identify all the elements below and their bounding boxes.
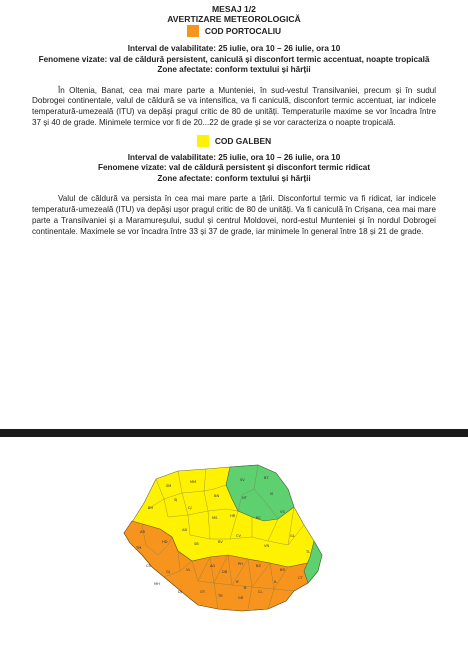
yellow-code-label: COD GALBEN bbox=[214, 135, 272, 146]
svg-text:BN: BN bbox=[214, 494, 220, 498]
svg-text:PH: PH bbox=[238, 562, 243, 566]
svg-text:HR: HR bbox=[230, 514, 236, 518]
yellow-text: Valul de căldură va persista în cea mai mare parte a țării. Disconfortul termic va fi ridicat, iar indicele temperatură-umezeală (ITU) va depăși ușor pragul critic de 80 de unități. Va fi caniculă în Crișana, cea mai mare parte a Transilvaniei și a Maramureșului, sudul și centrul Moldovei, nord-estul Munteniei și în nordul Dobrogei continentale. Maximele se vor încadra între 33 și 37 de grade, iar minimele în general între 18 și 21 de grade. bbox=[32, 194, 436, 236]
orange-swatch bbox=[187, 25, 199, 37]
svg-text:HD: HD bbox=[162, 540, 168, 544]
yellow-zones: Zone afectate: conform textului și hărții bbox=[157, 173, 311, 183]
romania-warning-map bbox=[118, 459, 330, 627]
svg-text:AG: AG bbox=[210, 564, 216, 568]
orange-zones: Zone afectate: conform textului și hărții bbox=[157, 65, 311, 74]
svg-text:GL: GL bbox=[290, 534, 295, 538]
svg-text:BT: BT bbox=[264, 476, 269, 480]
svg-text:MH: MH bbox=[154, 582, 160, 586]
svg-text:BH: BH bbox=[148, 506, 154, 510]
yellow-swatch bbox=[197, 135, 209, 147]
svg-text:VS: VS bbox=[280, 510, 285, 514]
document-title: AVERTIZARE METEOROLOGICĂ bbox=[167, 14, 301, 24]
svg-text:DB: DB bbox=[222, 570, 228, 574]
svg-text:SV: SV bbox=[240, 478, 245, 482]
svg-text:BZ: BZ bbox=[256, 564, 261, 568]
svg-text:OT: OT bbox=[200, 590, 206, 594]
svg-text:AB: AB bbox=[182, 528, 187, 532]
orange-code-heading bbox=[0, 25, 468, 37]
page-divider bbox=[0, 429, 468, 437]
svg-text:VN: VN bbox=[264, 544, 270, 548]
yellow-phenomena: Fenomene vizate: val de căldură persistent și disconfort termic ridicat bbox=[97, 163, 371, 173]
svg-text:GR: GR bbox=[238, 596, 244, 600]
svg-text:CL: CL bbox=[258, 590, 263, 594]
svg-text:CV: CV bbox=[236, 534, 241, 538]
svg-text:TR: TR bbox=[218, 594, 223, 598]
svg-text:GJ: GJ bbox=[166, 570, 170, 574]
yellow-validity: Interval de valabilitate: 25 iulie, ora 10 – 26 iulie, ora 10 bbox=[127, 152, 341, 162]
message-number: MESAJ 1/2 bbox=[212, 4, 256, 14]
svg-text:IS: IS bbox=[270, 492, 274, 496]
svg-text:SB: SB bbox=[194, 542, 199, 546]
svg-text:SM: SM bbox=[166, 484, 172, 488]
svg-text:TM: TM bbox=[136, 546, 142, 550]
svg-text:MM: MM bbox=[190, 480, 197, 484]
svg-text:MS: MS bbox=[212, 516, 218, 520]
svg-text:TL: TL bbox=[306, 550, 311, 554]
svg-text:BR: BR bbox=[280, 568, 285, 572]
svg-text:NT: NT bbox=[242, 496, 247, 500]
svg-text:BV: BV bbox=[218, 540, 223, 544]
svg-text:B: B bbox=[244, 586, 247, 590]
svg-text:BC: BC bbox=[256, 516, 261, 520]
svg-text:IL: IL bbox=[274, 580, 278, 584]
svg-text:CJ: CJ bbox=[188, 506, 192, 510]
svg-text:SJ: SJ bbox=[174, 498, 178, 502]
orange-text: În Oltenia, Banat, cea mai mare parte a Munteniei, în sud-vestul Transilvaniei, precum și în sudul Dobrogei continentale, valul de căldură se va intensifica, va fi caniculă, disconfort termic accentuat, iar indicele temperatură-umezeală (ITU) va depăși pragul critic de 80 de unități. Temperaturile maxime se vor încadra între 37 și 40 de grade. Minimele termice vor fi de 20...22 de grade și se vor caracteriza o noapte tropicală. bbox=[32, 85, 436, 127]
svg-text:CT: CT bbox=[298, 576, 303, 580]
warning-map-area bbox=[0, 437, 468, 650]
orange-validity: Interval de valabilitate: 25 iulie, ora 10 – 26 iulie, ora 10 bbox=[127, 44, 341, 53]
svg-text:VL: VL bbox=[186, 568, 191, 572]
svg-text:DJ: DJ bbox=[178, 590, 182, 594]
svg-text:AR: AR bbox=[140, 530, 145, 534]
orange-phenomena: Fenomene vizate: val de căldură persistent, caniculă și disconfort termic accentuat, noapte tropicală bbox=[38, 54, 430, 64]
svg-text:CS: CS bbox=[146, 564, 151, 568]
yellow-code-heading bbox=[0, 135, 468, 147]
orange-code-label: COD PORTOCALIU bbox=[204, 26, 282, 36]
svg-text:IF: IF bbox=[236, 580, 240, 584]
